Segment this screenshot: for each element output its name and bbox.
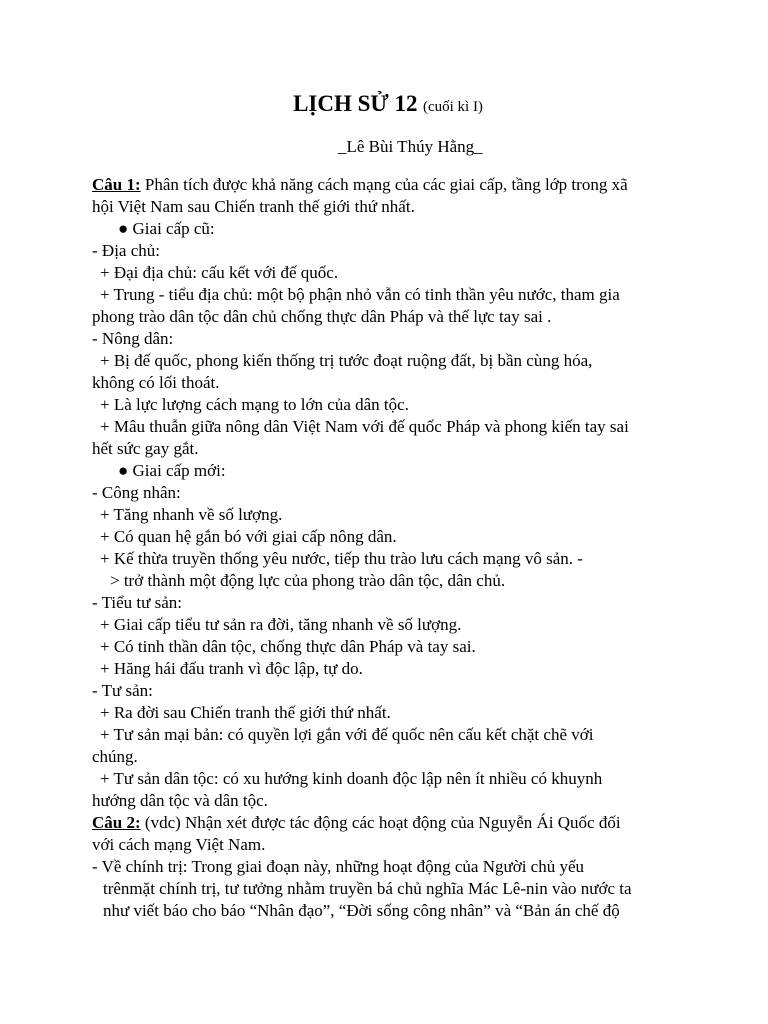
title-subtitle: (cuối kì I) <box>422 99 483 115</box>
bullet-heading: ● Giai cấp mới: <box>118 461 226 480</box>
question-heading <box>92 174 692 196</box>
text-line: + Có tinh thần dân tộc, chống thực dân Pháp và tay sai. <box>100 637 476 656</box>
text-line: hội Việt Nam sau Chiến tranh thế giới thứ nhất. <box>92 197 415 216</box>
question-text: Phân tích được khả năng cách mạng của các giai cấp, tầng lớp trong xã <box>140 175 628 194</box>
question-label: Câu 1: <box>92 175 141 194</box>
text-line: + Bị đế quốc, phong kiến thống trị tước đoạt ruộng đất, bị bần cùng hóa, <box>100 351 593 370</box>
text-line: - Công nhân: <box>92 483 181 502</box>
text-line: hết sức gay gắt. <box>92 439 199 458</box>
text-line: + Là lực lượng cách mạng to lớn của dân tộc. <box>100 395 409 414</box>
text-line: + Hăng hái đấu tranh vì độc lập, tự do. <box>100 659 363 678</box>
text-line: + Trung - tiểu địa chủ: một bộ phận nhỏ vẫn có tinh thần yêu nước, tham gia <box>100 285 620 304</box>
document-body <box>92 174 692 922</box>
page-title <box>0 89 768 122</box>
title-main: LỊCH SỬ 12 <box>293 91 418 116</box>
text-line: hướng dân tộc và dân tộc. <box>92 791 268 810</box>
text-line: + Giai cấp tiểu tư sản ra đời, tăng nhanh về số lượng. <box>100 615 462 634</box>
text-line: như viết báo cho báo “Nhân đạo”, “Đời sống công nhân” và “Bản án chế độ <box>103 901 620 920</box>
text-line: - Tư sản: <box>92 681 153 700</box>
text-line: - Nông dân: <box>92 329 174 348</box>
text-line: - Địa chủ: <box>92 241 160 260</box>
text-line: + Tư sản dân tộc: có xu hướng kinh doanh độc lập nên ít nhiều có khuynh <box>100 769 603 788</box>
text-line: + Có quan hệ gắn bó với giai cấp nông dân. <box>100 527 397 546</box>
text-line: > trở thành một động lực của phong trào dân tộc, dân chủ. <box>110 571 506 590</box>
question-heading <box>92 812 692 834</box>
text-line: + Kế thừa truyền thống yêu nước, tiếp thu trào lưu cách mạng vô sản. - <box>100 549 583 568</box>
text-line: + Ra đời sau Chiến tranh thế giới thứ nhất. <box>100 703 391 722</box>
text-line: phong trào dân tộc dân chủ chống thực dân Pháp và thế lực tay sai . <box>92 307 552 326</box>
text-line: không có lối thoát. <box>92 373 220 392</box>
text-line: + Tăng nhanh về số lượng. <box>100 505 283 524</box>
text-line: + Tư sản mại bản: có quyền lợi gắn với đế quốc nên cấu kết chặt chẽ với <box>100 725 594 744</box>
question-text: (vdc) Nhận xét được tác động các hoạt động của Nguyễn Ái Quốc đối <box>140 813 621 832</box>
text-line: - Tiểu tư sản: <box>92 593 182 612</box>
text-line: chúng. <box>92 747 138 766</box>
text-line: - Về chính trị: Trong giai đoạn này, những hoạt động của Người chủ yếu <box>92 857 585 876</box>
question-label: Câu 2: <box>92 813 141 832</box>
text-line: với cách mạng Việt Nam. <box>92 835 266 854</box>
text-line: + Mâu thuẫn giữa nông dân Việt Nam với đế quốc Pháp và phong kiến tay sai <box>100 417 629 436</box>
text-line: + Đại địa chủ: cấu kết với đế quốc. <box>100 263 339 282</box>
bullet-heading: ● Giai cấp cũ: <box>118 219 215 238</box>
text-line: trênmặt chính trị, tư tưởng nhằm truyền bá chủ nghĩa Mác Lê-nin vào nước ta <box>103 879 632 898</box>
author-line: _Lê Bùi Thúy Hằng_ <box>338 137 483 156</box>
